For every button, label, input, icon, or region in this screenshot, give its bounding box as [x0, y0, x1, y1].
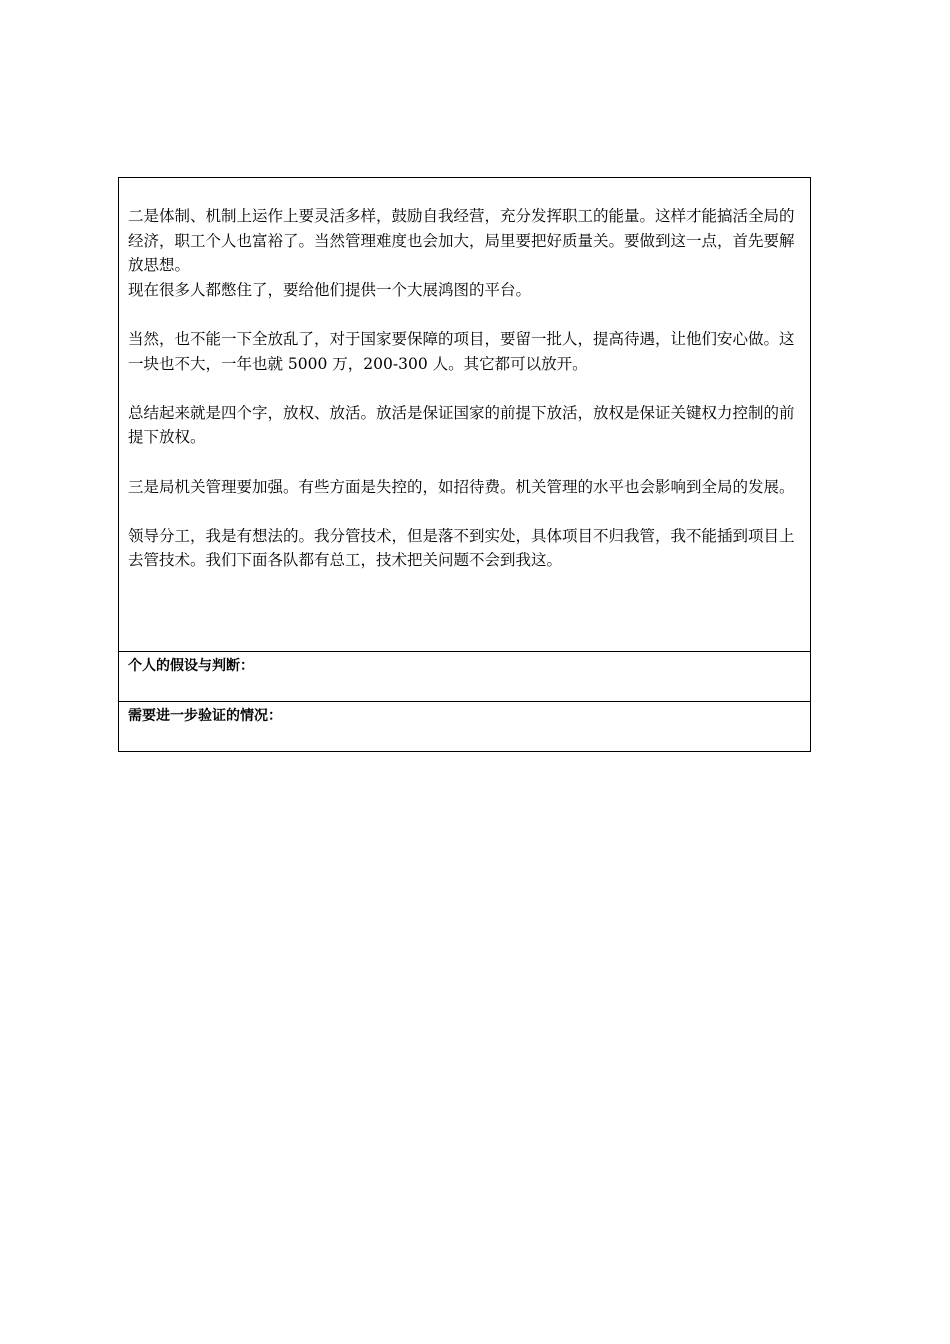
notes-paragraph-1: 二是体制、机制上运作上要灵活多样，鼓励自我经营，充分发挥职工的能量。这样才能搞活全局的经济，职工个人也富裕了。当然管理难度也会加大，局里要把好质量关。要做到这一点，首先要解放思想。 — [128, 207, 795, 275]
notes-paragraph-6: 领导分工，我是有想法的。我分管技术，但是落不到实处，具体项目不归我管，我不能插到项目上去管技术。我们下面各队都有总工，技术把关问题不会到我这。 — [128, 526, 795, 570]
verification-cell — [119, 702, 810, 751]
notes-cell — [119, 178, 810, 652]
notes-paragraph-5: 三是局机关管理要加强。有些方面是失控的，如招待费。机关管理的水平也会影响到全局的发展。 — [128, 477, 795, 496]
paragraph-spacer — [128, 376, 802, 401]
notes-paragraph-3: 当然，也不能一下全放乱了，对于国家要保障的项目，要留一批人，提高待遇，让他们安心做。这一块也不大，一年也就 5000 万，200-300 人。其它都可以放开。 — [128, 329, 795, 373]
paragraph-spacer — [128, 450, 802, 475]
paragraph-spacer — [128, 302, 802, 327]
notes-paragraph-4: 总结起来就是四个字，放权、放活。放活是保证国家的前提下放活，放权是保证关键权力控制的前提下放权。 — [128, 403, 795, 447]
assumptions-label: 个人的假设与判断： — [128, 658, 254, 674]
assumptions-cell — [119, 652, 810, 702]
paragraph-spacer — [128, 499, 802, 524]
interview-notes-table — [118, 177, 811, 752]
notes-paragraph-2: 现在很多人都憋住了，要给他们提供一个大展鸿图的平台。 — [128, 280, 532, 299]
verification-label: 需要进一步验证的情况： — [128, 708, 282, 724]
